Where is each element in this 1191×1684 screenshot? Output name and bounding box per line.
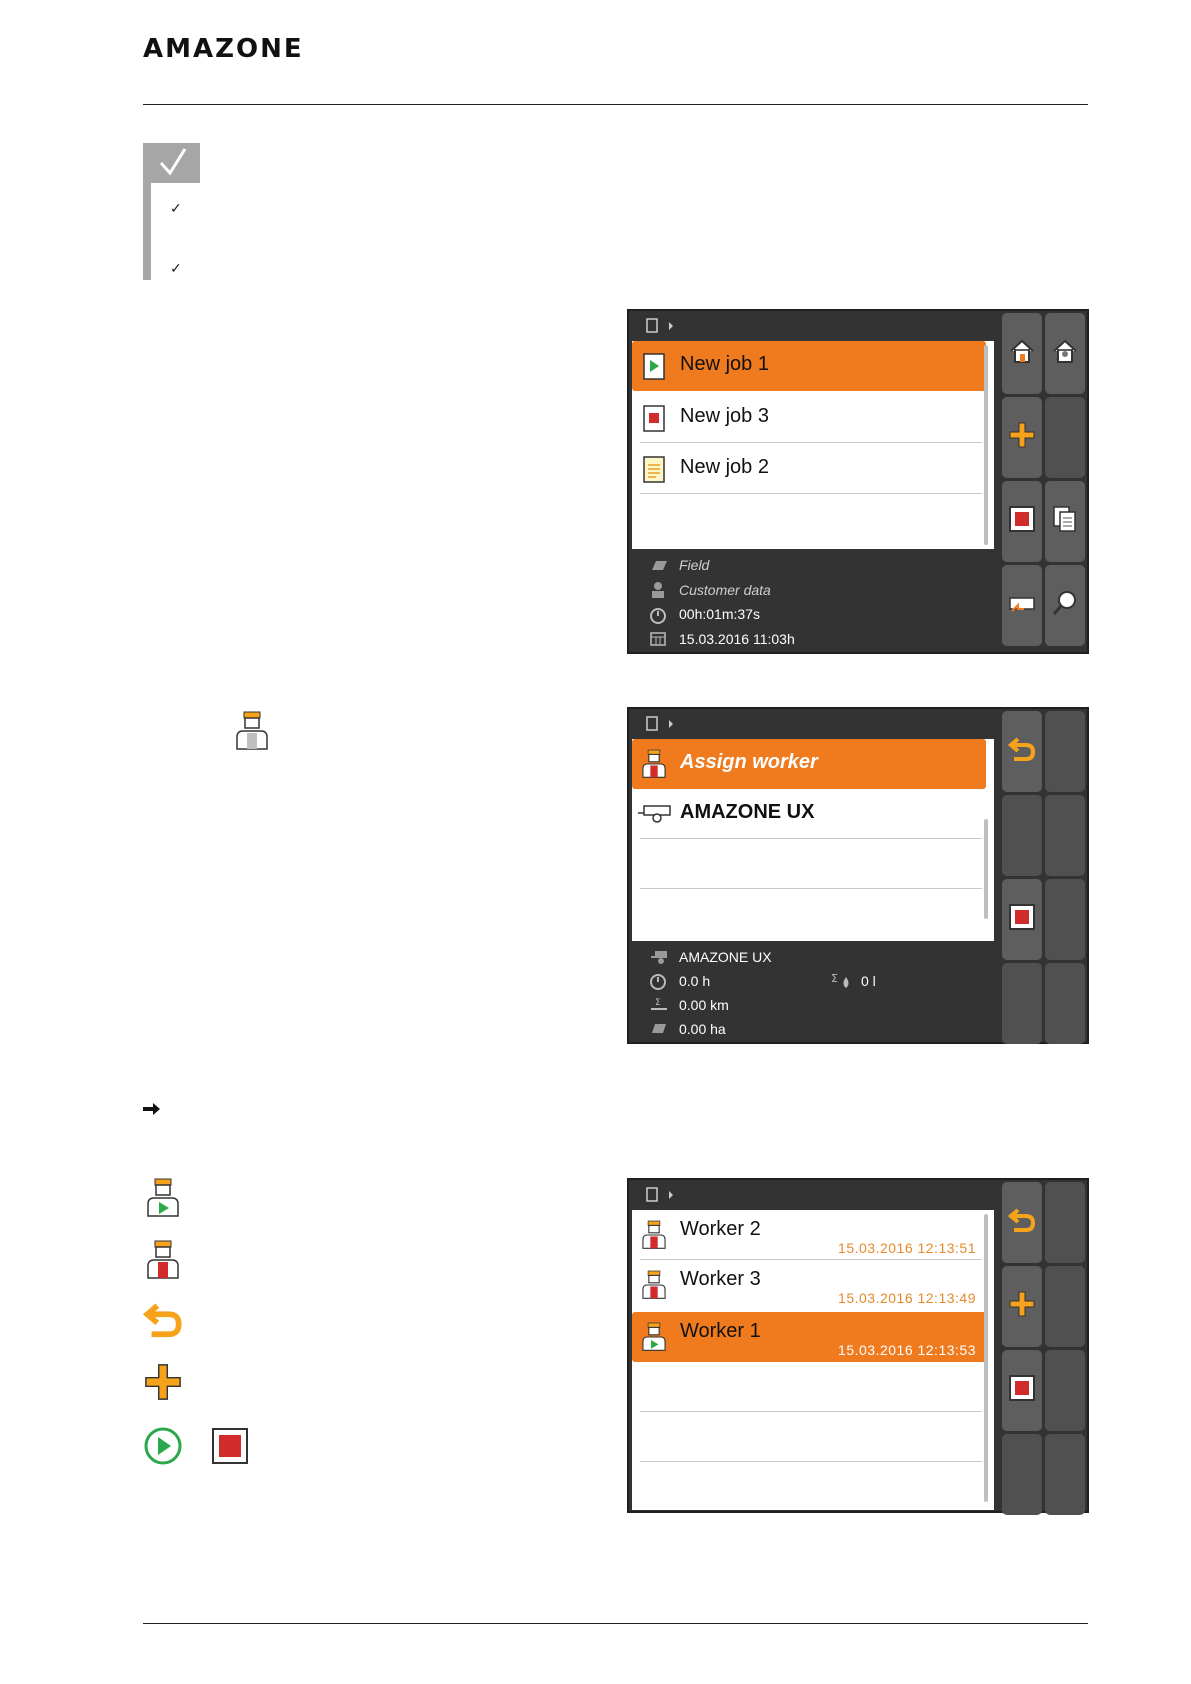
stopwatch-icon	[649, 606, 669, 624]
list-item[interactable]	[632, 393, 986, 443]
screen-breadcrumb	[629, 709, 1001, 739]
list-item[interactable]	[632, 839, 986, 889]
transfer-button[interactable]	[1002, 565, 1042, 646]
list-item-label: Worker 1	[680, 1320, 761, 1342]
list-item-label: Assign worker	[680, 751, 818, 773]
clipboard-icon	[645, 1186, 675, 1204]
list-item[interactable]	[632, 1362, 986, 1412]
stopwatch-icon	[649, 972, 669, 990]
stop-button[interactable]	[1002, 1350, 1042, 1431]
field-label: Field	[679, 557, 710, 573]
stop-icon	[1008, 1374, 1036, 1402]
stop-icon	[1008, 903, 1036, 931]
assign-list	[632, 739, 994, 941]
clipboard-icon	[645, 715, 675, 733]
add-button[interactable]	[1002, 1266, 1042, 1347]
farm-icon	[1051, 337, 1079, 365]
job-new-icon	[642, 454, 666, 484]
machine-icon	[649, 949, 669, 965]
list-item-label: Worker 3	[680, 1268, 761, 1290]
scrollbar[interactable]	[984, 345, 988, 545]
list-item[interactable]	[632, 1412, 986, 1462]
customer-icon	[649, 581, 669, 599]
list-item[interactable]	[632, 1210, 986, 1260]
empty-button[interactable]	[1045, 1266, 1085, 1347]
screen-breadcrumb	[629, 1180, 1001, 1210]
plus-icon	[1008, 1290, 1036, 1318]
check-mark-icon: ✓	[170, 260, 182, 276]
job-running-icon	[642, 351, 666, 381]
search-button[interactable]	[1045, 565, 1085, 646]
distance-icon	[649, 996, 669, 1012]
search-icon	[1051, 589, 1079, 617]
worker-timestamp: 15.03.2016 12:13:49	[838, 1290, 976, 1306]
worker-inactive-icon	[640, 1219, 668, 1251]
trailer-icon	[638, 803, 672, 825]
copy-button[interactable]	[1045, 481, 1085, 562]
job-list	[632, 341, 994, 549]
worker-inactive-icon	[143, 1240, 183, 1280]
worker-screen	[627, 1178, 1089, 1513]
distance-value: 0.00 km	[679, 997, 729, 1013]
list-item-label: Worker 2	[680, 1218, 761, 1240]
svg-text:Σ: Σ	[831, 972, 838, 985]
duration-value: 00h:01m:37s	[679, 606, 760, 622]
empty-button[interactable]	[1045, 1350, 1085, 1431]
field-icon	[649, 559, 669, 573]
worker-list	[632, 1210, 994, 1510]
machine-name: AMAZONE UX	[679, 949, 772, 965]
check-mark-icon: ✓	[170, 200, 182, 216]
row-divider	[640, 493, 982, 494]
prerequisites-bar	[143, 183, 151, 280]
transfer-icon	[1008, 589, 1036, 617]
list-item[interactable]	[632, 444, 986, 494]
empty-button[interactable]	[1002, 963, 1042, 1044]
back-button[interactable]	[1002, 711, 1042, 792]
result-arrow-icon	[143, 1102, 161, 1116]
list-item[interactable]	[632, 1312, 986, 1362]
empty-button[interactable]	[1002, 1434, 1042, 1515]
list-item-label: AMAZONE UX	[680, 801, 815, 823]
customer-label: Customer data	[679, 582, 771, 598]
assign-screen	[627, 707, 1089, 1044]
footer-rule	[143, 1623, 1088, 1624]
plus-icon	[143, 1362, 183, 1402]
worker-active-icon	[143, 1178, 183, 1218]
list-item[interactable]	[632, 739, 986, 789]
scrollbar[interactable]	[984, 1214, 988, 1502]
volume-value: 0 l	[861, 973, 876, 989]
date-value: 15.03.2016 11:03h	[679, 631, 795, 647]
empty-button[interactable]	[1045, 795, 1085, 876]
empty-button[interactable]	[1045, 397, 1085, 478]
worker-icon	[233, 711, 271, 751]
screen-breadcrumb	[629, 311, 1001, 341]
copy-icon	[1051, 505, 1079, 533]
worker-timestamp: 15.03.2016 12:13:53	[838, 1342, 976, 1358]
empty-button[interactable]	[1045, 879, 1085, 960]
row-divider	[640, 442, 982, 443]
header-rule	[143, 104, 1088, 105]
list-item-label: New job 1	[680, 353, 769, 375]
volume-total-icon	[831, 972, 853, 990]
stop-button[interactable]	[1002, 879, 1042, 960]
brand-logo: AMAZONE	[143, 34, 304, 64]
home-icon	[1008, 337, 1036, 365]
empty-button[interactable]	[1045, 963, 1085, 1044]
add-button[interactable]	[1002, 397, 1042, 478]
calendar-icon	[649, 630, 669, 648]
start-icon	[143, 1426, 183, 1466]
job-stopped-icon	[642, 403, 666, 433]
worker-timestamp: 15.03.2016 12:13:51	[838, 1240, 976, 1256]
plus-icon	[1008, 421, 1036, 449]
clipboard-icon	[645, 317, 675, 335]
list-item-label: New job 3	[680, 405, 769, 427]
empty-button[interactable]	[1045, 711, 1085, 792]
stop-icon	[210, 1426, 250, 1466]
empty-button[interactable]	[1045, 1434, 1085, 1515]
row-divider	[640, 1461, 982, 1462]
list-item-label: New job 2	[680, 456, 769, 478]
area-value: 0.00 ha	[679, 1021, 726, 1037]
empty-button[interactable]	[1045, 1182, 1085, 1263]
scrollbar[interactable]	[984, 819, 988, 919]
list-item[interactable]	[632, 789, 986, 839]
worker-icon	[640, 748, 668, 780]
home-button[interactable]	[1002, 313, 1042, 394]
empty-button[interactable]	[1002, 795, 1042, 876]
list-item[interactable]	[632, 1260, 986, 1310]
hours-value: 0.0 h	[679, 973, 711, 989]
back-icon	[1008, 1206, 1036, 1234]
farm-button[interactable]	[1045, 313, 1085, 394]
back-icon	[1008, 735, 1036, 763]
stop-button[interactable]	[1002, 481, 1042, 562]
list-item[interactable]	[632, 341, 986, 391]
job-screen	[627, 309, 1089, 654]
stop-icon	[1008, 505, 1036, 533]
back-icon	[143, 1300, 183, 1340]
worker-active-icon	[640, 1321, 668, 1353]
area-icon	[649, 1020, 669, 1036]
back-button[interactable]	[1002, 1182, 1042, 1263]
prerequisites-header	[143, 143, 200, 183]
svg-text:Σ: Σ	[655, 998, 661, 1008]
checkmark-icon	[143, 143, 200, 183]
row-divider	[640, 888, 982, 889]
worker-inactive-icon	[640, 1269, 668, 1301]
